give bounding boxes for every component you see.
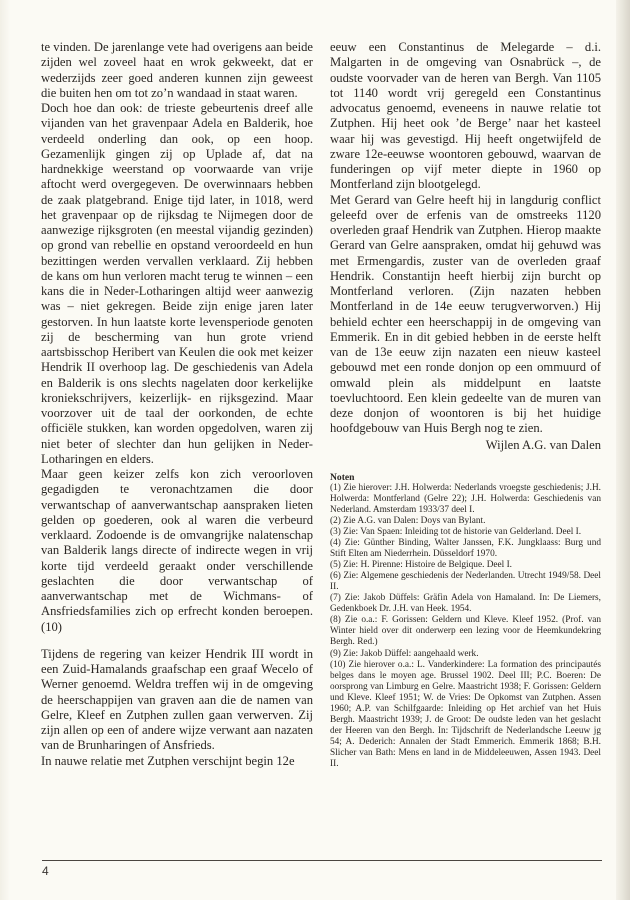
paragraph: Maar geen keizer zelfs kon zich veroorloven gegadigden te veronachtzamen die door verwantschap of aanverwantschap aanspraken lieten gelden op goederen, ook al waren die verbeurd verklaard. Zodoende is de omvangrijke nalatenschap van Balderik langs directe of indirecte wegen in vrij korte tijd verdeeld geraakt onder verschillende geslachten die door verwantschap of aanverwantschap met de Wichmans- of Ansfriedsfamilies zich op erfrecht konden beroepen.(10): [41, 467, 313, 634]
footnote: (4) Zie: Günther Binding, Walter Janssen, F.K. Jungklaass: Burg und Stift Elten am Niederrhein. Düsseldorf 1970.: [330, 538, 601, 560]
right-column: [330, 40, 601, 770]
footnote: (6) Zie: Algemene geschiedenis der Nederlanden. Utrecht 1949/58. Deel II.: [330, 571, 601, 593]
paragraph: te vinden. De jarenlange vete had overigens aan beide zijden wel zoveel haat en wrok gekweekt, dat er wederzijds zeer goed anderen kunnen zijn geweest die buiten hen om tot zo’n wandaad in staat waren.: [41, 40, 313, 100]
paragraph-gap: [41, 635, 313, 647]
footnote: (3) Zie: Van Spaen: Inleiding tot de historie van Gelderland. Deel I.: [330, 526, 582, 537]
author-signature: Wijlen A.G. van Dalen: [485, 437, 601, 452]
paragraph: Tijdens de regering van keizer Hendrik III wordt in een Zuid-Hamalands graafschap een graaf Wecelo of Werner genoemd. Weldra treffen wij in de omgeving de heerschappijen van graven aan die de namen van Gelre, Kleef en Zutphen zullen gaan verwerven. Zij zijn allen op een of andere wijze verwant aan nazaten van de Brunharingen of Ansfrieds.: [41, 646, 313, 753]
footnote: (1) Zie hierover: J.H. Holwerda: Nederlands vroegste geschiedenis; J.H. Holwerda: Montferland (Gelre 22); J.H. Holwerda: Geschiedenis van Nederland. Amsterdam 1933/37 deel I.: [330, 482, 601, 515]
paragraph: Doch hoe dan ook: de trieste gebeurtenis dreef alle vijanden van het gravenpaar Adela en Balderik, hoe verdeeld onderling dan ook, op een hoop. Gezamenlijk gingen zij op Uplade af, dat na hardnekkige weerstand op voorwaarde van vrije aftocht werd overgegeven. De overwinnaars hebben de zaak platgebrand. Enige tijd later, in 1018, werd het gravenpaar op de rijksdag te Nijmegen door de aanwezige rijksgroten (en meestal vijandig gezinden) op grond van rebellie en opstand veroordeeld en hun bezittingen werden vervallen verklaard. Zij hebben de kans om hun verloren macht terug te winnen – een kans die in Neder-Lotharingen altijd weer aanwezig was – niet gekregen. Beide zijn enige jaren later gestorven. In hun laatste korte levensperiode genoten zij de bescherming van hun grote vriend aartsbisschop Heribert van Keulen die ook met keizer Hendrik II overhoop lag. De geschiedenis van Adela en Balderik is ons slechts nagelaten door kerkelijke kroniekschrijvers, keizerlijk- en rijksgezind. Maar voorzover uit de taal der oorkonden, de echte officiële stukken, kan worden opgedolven, waren zij niet beter of slechter dan hun gelijken in Neder-Lotharingen en elders.: [41, 101, 313, 466]
paragraph: Met Gerard van Gelre heeft hij in langdurig conflict geleefd over de erfenis van de omstreeks 1120 overleden graaf Hendrik van Zutphen. Hierop maakte Gerard van Gelre aanspraken, omdat hij gehuwd was met Ermengardis, zuster van de overleden graaf Hendrik. Constantijn heeft hierbij zijn burcht op Montferland verloren. (Zijn nazaten hebben Montferland in de 14e eeuw terugverworven.) Hij behield echter een heerschappij in de omgeving van Emmerik. En in dit gebied hebben in de eerste helft van de 13e eeuw zijn nazaten een nieuw kasteel gebouwd met een ronde donjon op een ommuurd of omwald plein als middelpunt en laatste toevluchtoord. Een klein gedeelte van de muren van deze donjon of woontoren is bij het huidige hoofdgebouw van Huis Bergh nog te zien.: [330, 192, 601, 436]
page-number: 4: [42, 864, 49, 878]
footer-rule: [42, 860, 602, 861]
footnotes: [330, 472, 601, 770]
page-gutter-shadow: [0, 0, 10, 900]
footnotes-title: Noten: [330, 471, 355, 483]
footnote: (7) Zie: Jakob Düffels: Gräfin Adela von Hamaland. In: De Liemers, Gedenkboek Dr. J.H. van Heek. 1954.: [330, 593, 601, 615]
footnote: (8) Zie o.a.: F. Gorissen: Geldern und Kleve. Kleef 1952. (Prof. van Winter hield over dit onderwerp een lezing voor de Heemkundekring Bergh. Red.): [330, 615, 601, 648]
footnote: (5) Zie: H. Pirenne: Histoire de Belgique. Deel I.: [330, 560, 513, 571]
page-edge: [616, 0, 630, 900]
footnote: (10) Zie hierover o.a.: L. Vanderkindere: La formation des principautés belges dans le moyen age. Brussel 1902. Deel III; P.C. Boeren: De oorsprong van Limburg en Gelre. Maastricht 1938; F. Gorissen: Geldern und Kleve. Kleef 1951; W. de Vries: De Opkomst van Zutphen. Assen 1960; A.P. van Schilfgaarde: Inleiding op Het archief van het Huis Bergh. Maastricht 1939; J. de Groot: De oudste leden van het geslacht der Heeren van den Bergh. In: Tijdschrift de Nederlandsche Leeuw jg 54; A. Dederich: Annalen der Stadt Emmerich. Emmerik 1868; B.H. Slicher van Bath: Mens en land in de Middeleeuwen, Assen 1943. Deel II.: [330, 659, 601, 769]
footnote: (2) Zie A.G. van Dalen: Doys van Bylant.: [330, 515, 486, 526]
left-column: [41, 40, 313, 769]
paragraph: eeuw een Constantinus de Melegarde – d.i. Malgarten in de omgeving van Osnabrück –, de oudste voorvader van de heren van Bergh. Van 1105 tot 1140 wordt vrij geregeld een Constantinus advocatus genoemd, eveneens in nauwe relatie tot Zutphen. Hij heet ook ’de Berge’ naar het kasteel waar hij was gevestigd. Hij heeft ongetwijfeld de zware 12e-eeuwse woontoren gebouwd, waarvan de funderingen op vijf meter diepte in 1960 op Montferland zijn blootgelegd.: [330, 40, 601, 192]
paragraph: In nauwe relatie met Zutphen verschijnt begin 12e: [41, 753, 295, 768]
footnote: (9) Zie: Jakob Düffel: aangehaald werk.: [330, 648, 479, 659]
